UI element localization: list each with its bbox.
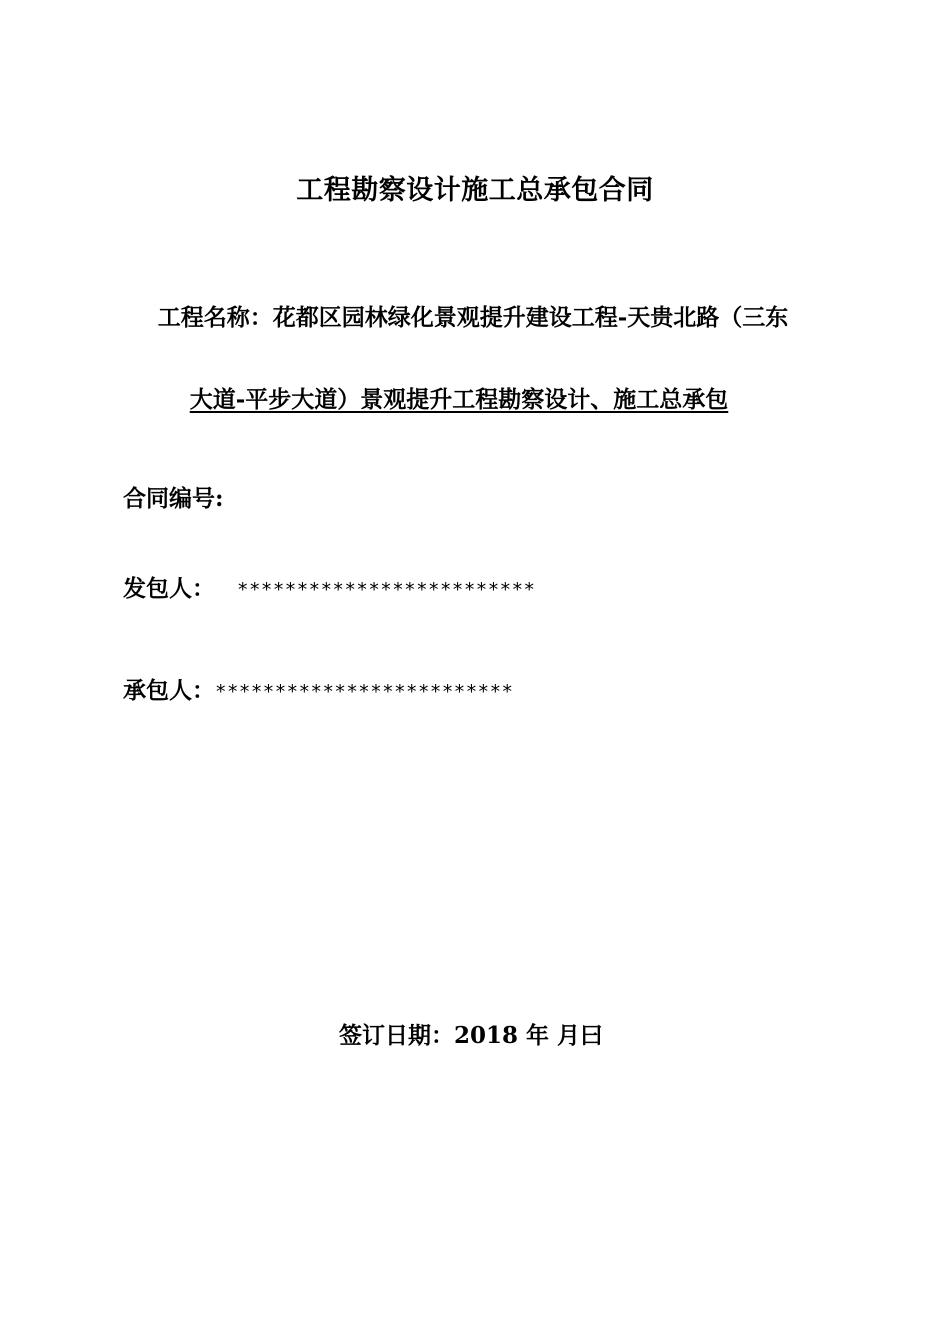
- contractor-field: [123, 672, 513, 705]
- signing-date: 签订日期：2018 年 月曰: [338, 1022, 604, 1049]
- contract-number-field: [123, 480, 224, 513]
- employer-value: *************************: [237, 579, 536, 601]
- project-name-line2: 大道-平步大道）景观提升工程勘察设计、施工总承包: [189, 386, 729, 413]
- contractor-value: *************************: [215, 681, 514, 703]
- contractor-label: 承包人：: [123, 677, 215, 704]
- project-name-line1: 工程名称：花都区园林绿化景观提升建设工程-天贵北路（三东: [157, 304, 789, 331]
- project-name-line2-container: [0, 381, 918, 414]
- employer-field: [123, 570, 535, 603]
- contract-number-label: 合同编号:: [123, 485, 224, 512]
- employer-label: 发包人：: [123, 575, 215, 602]
- document-title: 工程勘察设计施工总承包合同: [296, 175, 654, 206]
